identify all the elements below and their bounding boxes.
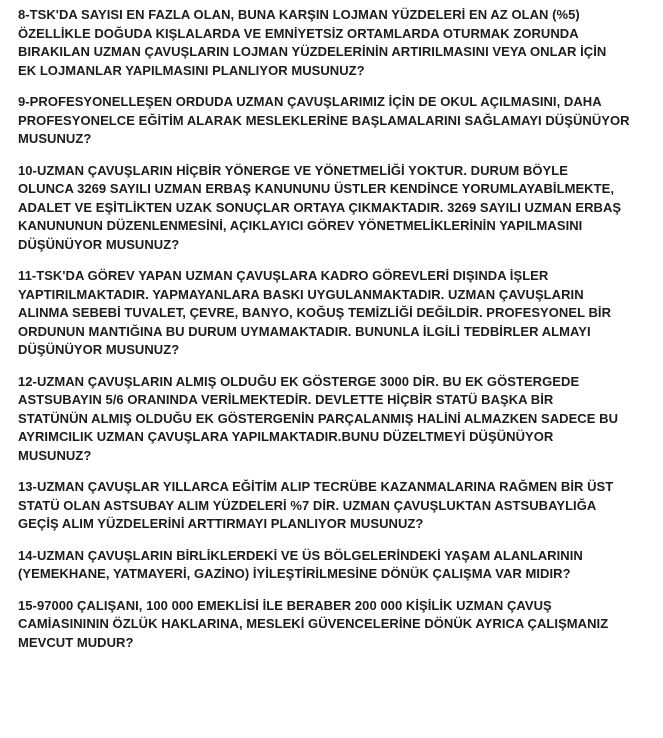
question-line: 14-UZMAN ÇAVUŞLARIN BİRLİKLERDEKİ VE ÜS BÖLGELERİNDEKİ YAŞAM ALANLARININ <box>18 547 583 563</box>
question-12 <box>18 373 645 466</box>
question-line: (YEMEKHANE, YATMAYERİ, GAZİNO) İYİLEŞTİRİLMESİNE DÖNÜK ÇALIŞMA VAR MIDIR? <box>18 566 571 581</box>
question-9 <box>18 93 645 149</box>
question-line: MEVCUT MUDUR? <box>18 634 134 650</box>
question-line: BIRAKILAN UZMAN ÇAVUŞLARIN LOJMAN YÜZDELERİNİN ARTIRILMASINI VEYA ONLAR İÇİN <box>18 44 607 59</box>
question-line: 10-UZMAN ÇAVUŞLARIN HİÇBİR YÖNERGE VE YÖNETMELİĞİ YOKTUR. DURUM BÖYLE <box>18 162 568 178</box>
question-line: ÖZELLİKLE DOĞUDA KIŞLALARDA VE EMNİYETSİZ ORTAMLARDA OTURMAK ZORUNDA <box>18 25 579 41</box>
question-14 <box>18 547 645 584</box>
question-line: 8-TSK'DA SAYISI EN FAZLA OLAN, BUNA KARŞIN LOJMAN YÜZDELERİ EN AZ OLAN (%5) <box>18 7 580 22</box>
question-line: STATÜ OLAN ASTSUBAY ALIM YÜZDELERİ %7 DİR. UZMAN ÇAVUŞLUKTAN ASTSUBAYLIĞA <box>18 497 597 513</box>
question-10 <box>18 162 645 255</box>
question-line: KANUNUNUN DÜZENLENMESİNİ, AÇIKLAYICI GÖREV YÖNETMELİKLERİNİN YAPILMASINI <box>18 218 583 233</box>
question-11 <box>18 267 645 360</box>
question-line: CAMİASINININ ÖZLÜK HAKLARINA, MESLEKİ GÜVENCELERİNE DÖNÜK AYRICA ÇALIŞMANIZ <box>18 616 609 631</box>
question-line: YAPTIRILMAKTADIR. YAPMAYANLARA BASKI UYGULANMAKTADIR. UZMAN ÇAVUŞLARIN <box>18 286 584 302</box>
question-line: DÜŞÜNÜYOR MUSUNUZ? <box>18 342 180 357</box>
question-line: MUSUNUZ? <box>18 131 92 146</box>
question-line: 9-PROFESYONELLEŞEN ORDUDA UZMAN ÇAVUŞLARIMIZ İÇİN DE OKUL AÇILMASINI, DAHA <box>18 94 602 109</box>
question-line: 13-UZMAN ÇAVUŞLAR YILLARCA EĞİTİM ALIP TECRÜBE KAZANMALARINA RAĞMEN BİR ÜST <box>18 479 614 494</box>
question-line: ALINMA SEBEBİ TUVALET, ÇEVRE, BANYO, KOĞUŞ TEMİZLİĞİ DEĞİLDİR. PROFESYONEL BİR <box>18 305 612 320</box>
question-line: ASTSUBAYIN 5/6 ORANINDA VERİLMEKTEDİR. DEVLETTE HİÇBİR STATÜ BAŞKA BİR <box>18 392 554 407</box>
question-line: GEÇİŞ ALIM YÜZDELERİNİ ARTTIRMAYI PLANLIYOR MUSUNUZ? <box>18 516 424 531</box>
question-line: EK LOJMANLAR YAPILMASINI PLANLIYOR MUSUNUZ? <box>18 62 365 78</box>
question-line: STATÜNÜN ALMIŞ OLDUĞU EK GÖSTERGENİN PARÇALANMIŞ HALİNİ ALMAZKEN SADECE BU <box>18 410 619 426</box>
question-13 <box>18 478 645 534</box>
question-line: AYRIMCILIK UZMAN ÇAVUŞLARA YAPILMAKTADIR.BUNU DÜZELTMEYİ DÜŞÜNÜYOR <box>18 429 554 444</box>
question-line: OLUNCA 3269 SAYILI UZMAN ERBAŞ KANUNUNU ÜSTLER KENDİNCE YORUMLAYABİLMEKTE, <box>18 181 614 196</box>
question-line: MUSUNUZ? <box>18 447 92 463</box>
question-15 <box>18 597 645 653</box>
question-line: ADALET VE EŞİTLİKTEN UZAK SONUÇLAR ORTAYA ÇIKMAKTADIR. 3269 SAYILI UZMAN ERBAŞ <box>18 199 622 215</box>
question-8 <box>18 6 645 80</box>
question-line: PROFESYONELCE EĞİTİM ALARAK MESLEKLERİNE BAŞLAMALARINI SAĞLAMAYI DÜŞÜNÜYOR <box>18 112 630 128</box>
question-line: 15-97000 ÇALIŞANI, 100 000 EMEKLİSİ İLE BERABER 200 000 KİŞİLİK UZMAN ÇAVUŞ <box>18 597 552 613</box>
question-line: 11-TSK'DA GÖREV YAPAN UZMAN ÇAVUŞLARA KADRO GÖREVLERİ DIŞINDA İŞLER <box>18 268 549 283</box>
question-line: 12-UZMAN ÇAVUŞLARIN ALMIŞ OLDUĞU EK GÖSTERGE 3000 DİR. BU EK GÖSTERGEDE <box>18 373 580 389</box>
question-line: DÜŞÜNÜYOR MUSUNUZ? <box>18 236 180 252</box>
question-line: ORDUNUN MANTIĞINA BU DURUM UYMAMAKTADIR. BUNUNLA İLGİLİ TEDBİRLER ALMAYI <box>18 323 591 339</box>
